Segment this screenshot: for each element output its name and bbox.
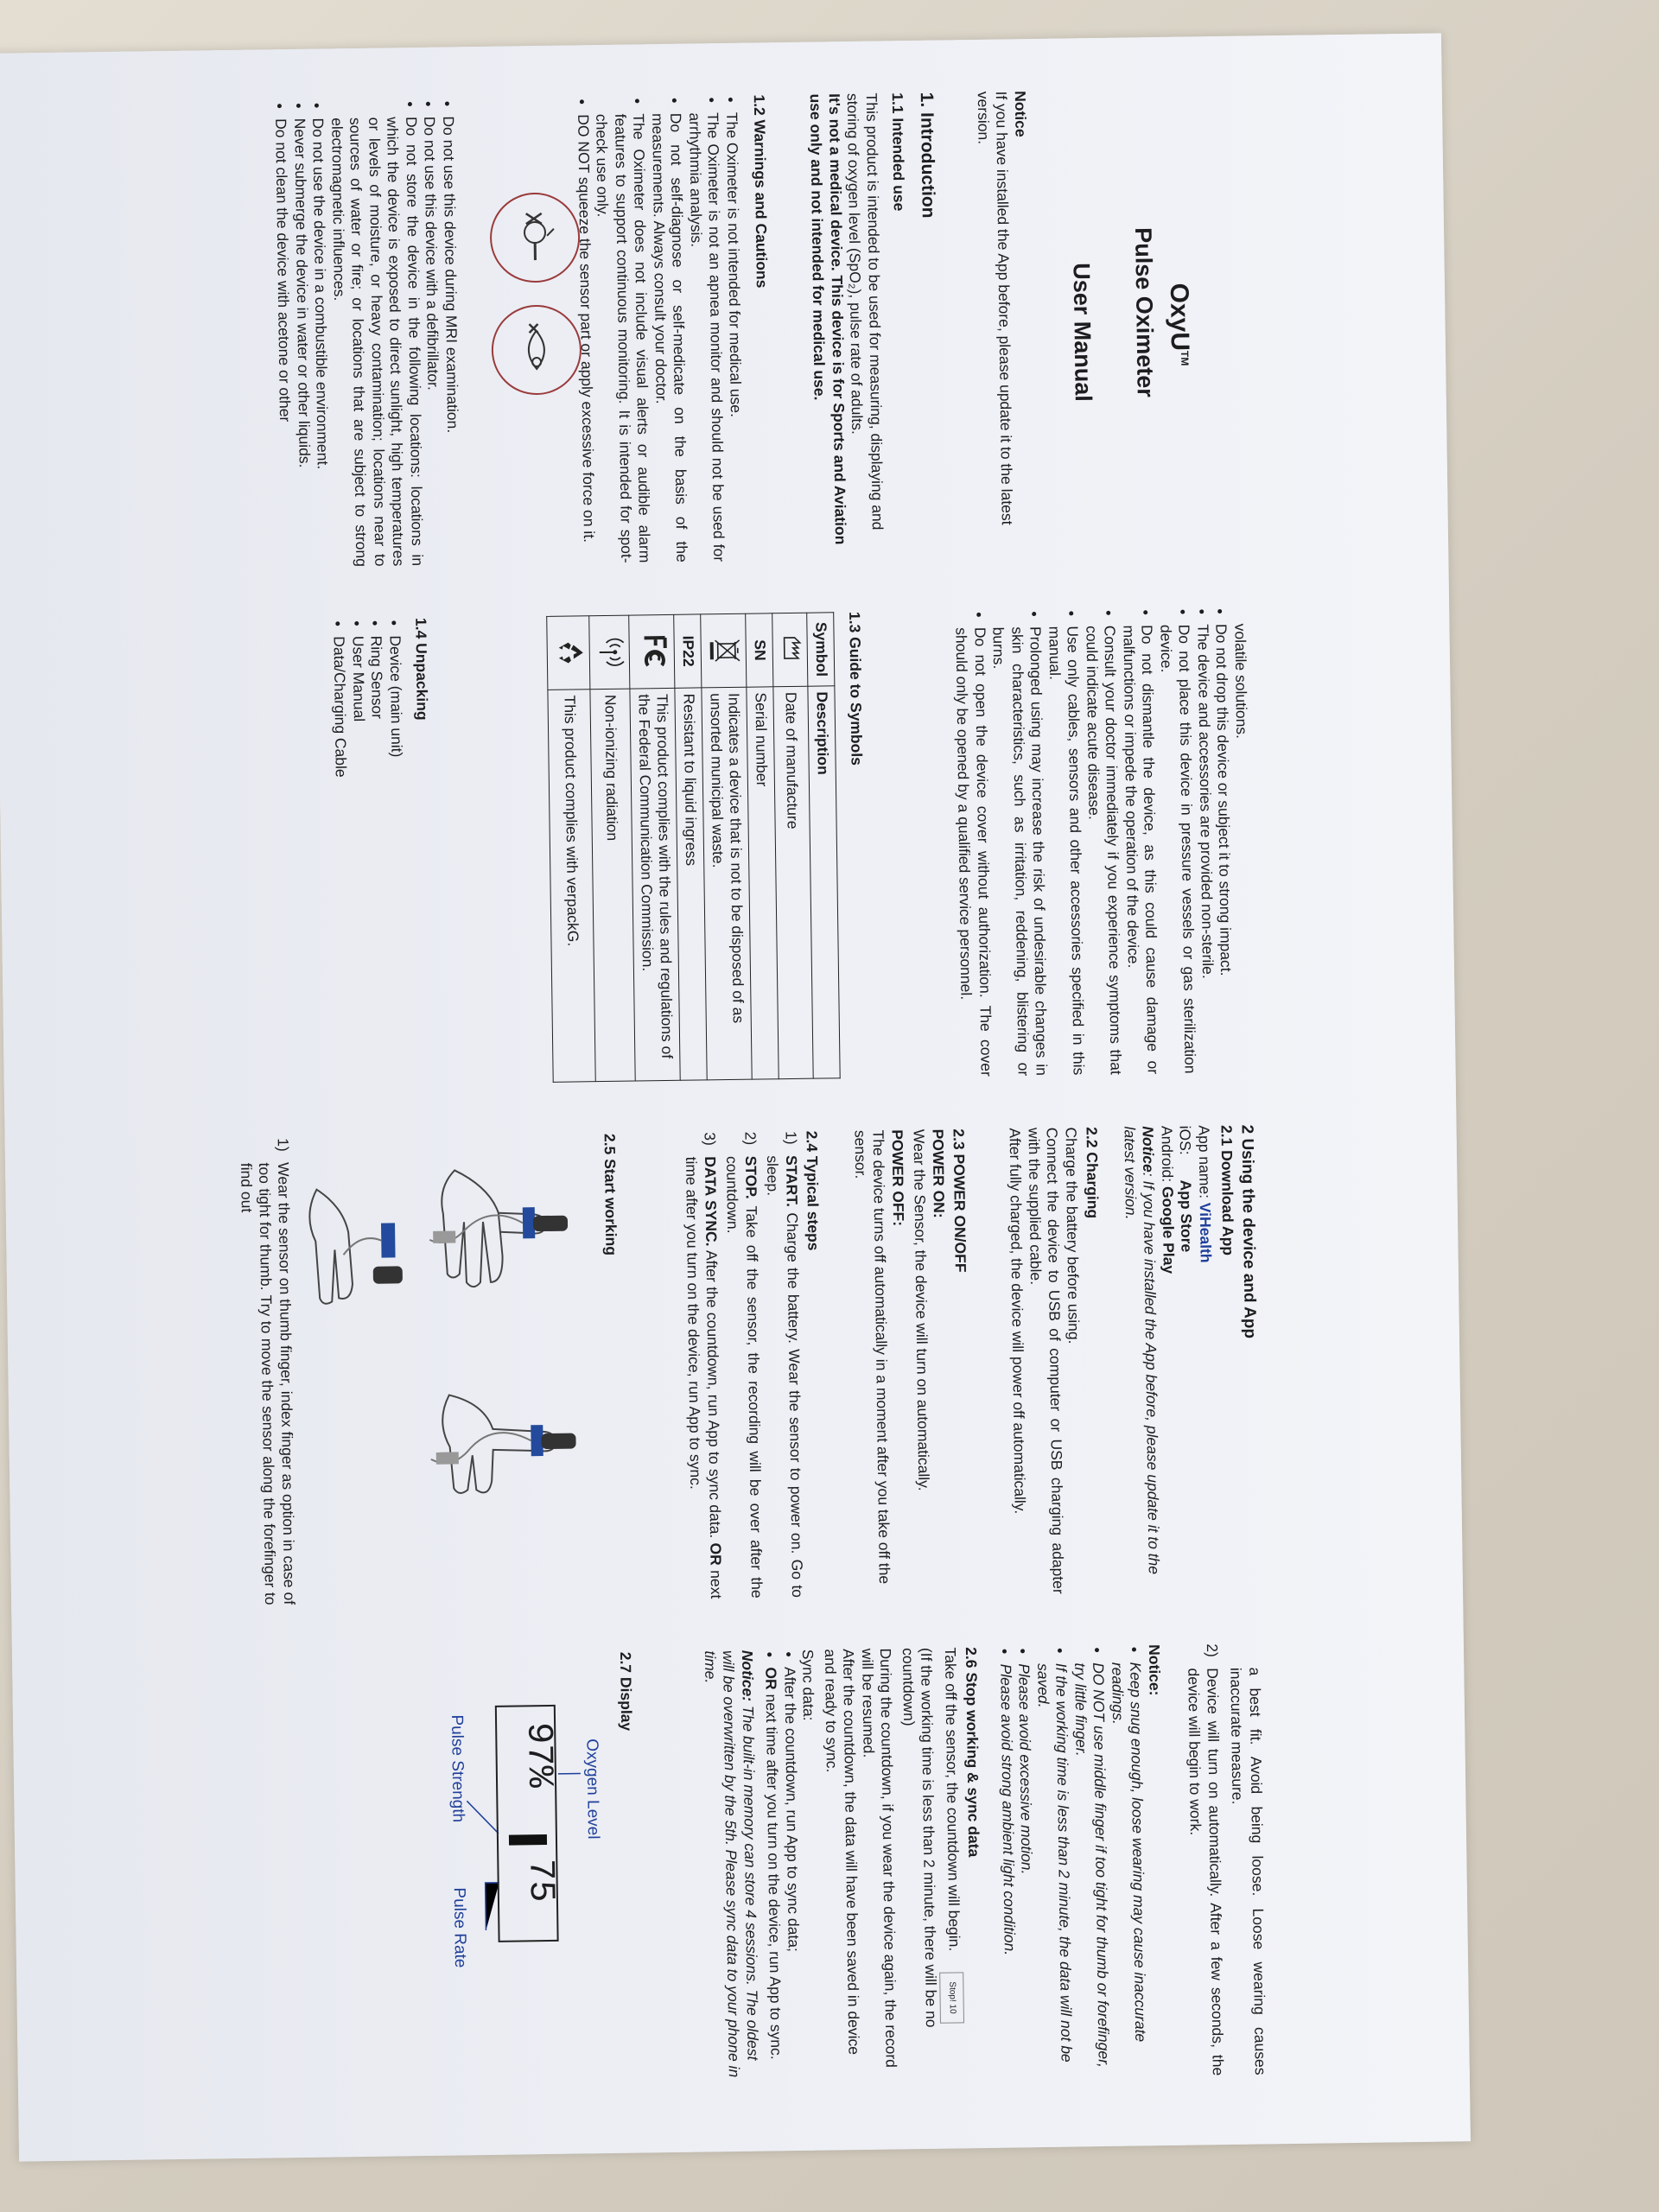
unpacking-item: • Device (main unit) (385, 635, 410, 1084)
oxygen-level-label: Oxygen Level (582, 1738, 602, 1840)
pulse-rate-reading: 75 (519, 1858, 562, 1903)
notice-text: If you have installed the App before, please update it to the latest version. (974, 91, 1017, 525)
step-text: next time after you turn on the device, run App to sync. (683, 1156, 726, 1599)
step-number: 2) (741, 1131, 760, 1146)
warning-item: • Do not place this device in pressure vessels or gas sterilization device. (1156, 624, 1199, 1074)
step-2 (722, 1132, 766, 1599)
step-number: 1) (274, 1138, 292, 1152)
memory-notice-label: Notice: (738, 1649, 757, 1702)
step-keyword: STOP. (741, 1155, 760, 1199)
table-row (701, 613, 753, 1080)
symbol-description: Serial number (747, 687, 779, 1079)
warning-item: • Never submerge the device in water or other liquids. (290, 118, 315, 568)
warning-item: • Do not use the device in a combustible environment. (308, 118, 334, 567)
section-1-2-heading: 1.2 Warnings and Cautions (750, 94, 771, 289)
brand-title: OxyU™ (1164, 283, 1194, 366)
symbol-column-header: Symbol (807, 613, 835, 686)
symbol-code: IP22 (674, 614, 702, 688)
unpacking-item: • User Manual (348, 636, 373, 1085)
step-keyword: DATA SYNC. (701, 1156, 721, 1247)
sync-item: • After the countdown, run App to sync data; (780, 1667, 804, 2082)
date-of-manufacture-icon (772, 613, 809, 687)
charging-text-2: Connect the device to USB of computer or USB charging adapter with the supplied cable. (1025, 1127, 1068, 1594)
warning-item: • Do not self-diagnose or self-medicate on the basis of the measurements. Always consult your doctor. (648, 113, 691, 563)
table-row (629, 614, 681, 1081)
section-2-4-heading: 2.4 Typical steps (803, 1130, 823, 1251)
warning-item: • The device and accessories are provided non-sterile. (1193, 624, 1218, 1073)
warning-item: • The Oximeter is not an apnea monitor and should not be used for arrhythmia analysis. (685, 112, 728, 563)
notice-item: • Keep snug enough, loose wearing may cause inaccurate readings. (1108, 1662, 1151, 2077)
warning-item: • Do not open the device cover without authorization. The cover should only be opened by a qualified service personnel. (951, 627, 995, 1077)
stop-text-4: After the countdown, the data will have been saved in device and ready to sync. (821, 1649, 863, 2056)
squeeze-warning-icons (475, 192, 582, 435)
section-2-7-heading: 2.7 Display (616, 1651, 636, 1732)
symbol-description: Date of manufacture (773, 686, 814, 1079)
column-4 (12, 1640, 1470, 2109)
symbols-table (547, 612, 841, 1083)
sync-or: OR (762, 1667, 781, 1690)
wearing-notice-heading: Notice: (1145, 1644, 1164, 1696)
symbol-description: Indicates a device that is not to be disposed of as unsorted municipal waste. (702, 687, 753, 1080)
notice-item: • Please avoid strong ambient light condition. (996, 1663, 1020, 2078)
intended-use-disclaimer: It's not a medical device. This device is for Sports and Aviation use only and not intended for medical use. (807, 93, 850, 545)
section-2-1-heading: 2.1 Download App (1217, 1124, 1237, 1256)
section-2-2-heading: 2.2 Charging (1083, 1127, 1102, 1219)
section-1-1-heading: 1.1 Intended use (888, 92, 908, 212)
fit-text: a best fit. Avoid being loose. Loose wearing causes inaccurate measure. (1227, 1667, 1269, 2075)
warning-item: • Do not use this device during MRI examination. (439, 116, 464, 565)
section-1-heading: 1. Introduction (916, 92, 938, 219)
warning-item: • Do not clean the device with acetone or other (271, 118, 296, 568)
step-number: 1) (782, 1130, 800, 1145)
warning-continued: volatile solutions. (1231, 623, 1251, 740)
start-step-2 (1184, 1643, 1227, 2076)
warning-item: • Consult your doctor immediately if you experience symptoms that could indicate acute disease. (1082, 626, 1125, 1076)
manual-title: User Manual (1068, 263, 1096, 402)
app-notice (1120, 1126, 1164, 1593)
app-name-label: App name: (1195, 1125, 1214, 1203)
ios-store: App Store (1177, 1179, 1197, 1253)
warning-item: • DO NOT squeeze the sensor part or apply excessive force on it. (574, 114, 599, 563)
column-3 (5, 1122, 1464, 1625)
android-label: Android: (1158, 1125, 1177, 1187)
countdown-screen: Stop! 10 (940, 1972, 964, 2024)
section-2-heading: 2 Using the device and App (1237, 1124, 1259, 1339)
pulse-strength-label: Pulse Strength (447, 1714, 467, 1823)
fit-continued (1184, 1643, 1269, 2075)
start-working-step-1 (236, 1138, 298, 1605)
warning-item: • Use only cables, sensors and other accessories specified in this manual. (1045, 626, 1088, 1076)
display-diagram (271, 1652, 640, 2089)
power-off-label: POWER OFF: (888, 1129, 908, 1227)
charging-text-1: Charge the battery before using. (1062, 1127, 1084, 1344)
spo2-reading: 97% (518, 1721, 561, 1789)
notice-item: • Please avoid excessive motion. (1014, 1663, 1039, 2078)
symbol-description: This product complies with the rules and regulations of the Federal Communication Commission. (630, 688, 680, 1081)
wearing-notice (995, 1644, 1168, 2079)
thumb-sensor-illustration (415, 1151, 586, 1326)
index-finger-sensor-illustration (418, 1367, 589, 1542)
section-2-5-heading: 2.5 Start working (601, 1133, 620, 1256)
stop-text: Take off the sensor, the countdown will begin. (941, 1647, 963, 1952)
fcc-logo-icon (629, 614, 675, 689)
android-store: Google Play (1159, 1185, 1178, 1274)
stop-working-block (700, 1647, 964, 2082)
warning-item: • Do not drop this device or subject it to strong impact. (1211, 624, 1236, 1073)
pulse-rate-label: Pulse Rate (449, 1887, 470, 1968)
step-text: Charge the battery. Wear the sensor to power on. Go to sleep. (764, 1155, 807, 1599)
power-on-label: POWER ON: (929, 1128, 948, 1218)
non-ionizing-radiation-icon (589, 615, 631, 690)
column-1 (0, 85, 1449, 588)
trademark-mark: TM (1178, 350, 1192, 366)
step-keyword: START. (782, 1154, 801, 1208)
app-notice-label: Notice (1140, 1126, 1158, 1173)
description-column-header: Description (808, 686, 840, 1078)
warning-item: • Do not use this device with a defibrillator. (420, 117, 445, 566)
warning-item: • Prolonged using may increase the risk of undesirable changes in skin characteristics, such as irritation, reddening, blistering or burns. (988, 626, 1051, 1077)
charging-block (1006, 1127, 1087, 1594)
symbol-description: Non-ionizing radiation (590, 689, 636, 1082)
unpacking-list (329, 618, 410, 1085)
step-text: Wear the sensor on thumb finger, index finger as option in case of too tight for thumb. Try to move the sensor along the forefinger to find out (238, 1162, 299, 1605)
intended-use-text: This product is intended to be used for measuring, displaying and storing of oxygen level (SpO₂), pulse rate of adults. (844, 92, 887, 531)
step-number: 3) (701, 1132, 719, 1147)
warnings-list-2 (271, 99, 464, 568)
sync-label: Sync data: (799, 1649, 818, 1721)
step-3 (682, 1132, 726, 1599)
warnings-list-1 (573, 95, 747, 564)
memory-notice-text: The built-in memory can store 4 sessions. The oldest will be overwritten by the 5th. Please sync data to your phone in time. (701, 1649, 762, 2078)
oximeter-display-screen (495, 1705, 562, 1942)
intended-use-block (806, 92, 887, 560)
step-text: Take off the sensor, the recording will be over after the countdown. (723, 1155, 766, 1599)
notice-item: • DO NOT use middle finger if too tight for thumb or forefinger, try little finger. (1071, 1662, 1114, 2078)
notice-block (973, 91, 1035, 558)
unpacking-item: • Ring Sensor (367, 636, 392, 1085)
section-2-3-heading: 2.3 POWER ON/OFF (950, 1128, 969, 1273)
section-1-4-heading: 1.4 Unpacking (412, 617, 431, 721)
section-2-6-heading: 2.6 Stop working & sync data (962, 1647, 983, 1858)
no-squeeze-icon (489, 192, 580, 283)
app-notice-text: : If you have installed the App before, please update it to the latest version. (1121, 1126, 1164, 1575)
memory-notice (700, 1650, 761, 2083)
no-force-icon (491, 304, 582, 395)
warnings-list-3 (951, 607, 1255, 1077)
table-row (772, 613, 814, 1079)
notice-item: • If the working time is less than 2 minute, the data will not be saved. (1033, 1663, 1077, 2079)
product-title: Pulse Oximeter (1129, 227, 1159, 398)
weee-crossed-bin-icon (701, 613, 747, 688)
step-keyword: OR (707, 1542, 725, 1566)
unpacking-item: • Data/Charging Cable (330, 636, 355, 1085)
warning-item: • Do not store the device in the following locations: locations in which the device is exposed to direct sunlight, high temperatures or levels of moisture, or heavy contamination; locations near to sources of water or fire; or locations that are subject to strong electromagnetic influences. (327, 117, 427, 567)
manual-sheet (0, 33, 1471, 2161)
symbol-description: Resistant to liquid ingress (675, 688, 707, 1080)
download-app-block (1120, 1125, 1219, 1592)
recycle-icon (547, 616, 590, 690)
column-2 (0, 603, 1456, 1107)
typical-steps (682, 1131, 807, 1599)
warning-item: • Do not dismantle the device, as this could cause damage or malfunctions or impede the operation of the device. (1119, 625, 1162, 1075)
symbol-code: SN (746, 613, 773, 687)
start-step (236, 1138, 298, 1605)
power-off-text: The device turns off automatically in a moment after you take off the sensor. (851, 1129, 894, 1585)
pulse-strength-bar (509, 1834, 547, 1846)
step-text: Device will turn on automatically. After a few seconds, the device will begin to work. (1185, 1668, 1227, 2076)
section-1-3-heading: 1.3 Guide to Symbols (846, 611, 866, 766)
warning-item: • The Oximeter is not intended for medical use. (722, 112, 747, 562)
step-text: After the countdown, run App to sync data. (702, 1246, 725, 1543)
warning-item: • The Oximeter does not include visual alerts or audible alarm features to support continuous monitoring. It is intended for spot-check use only. (592, 113, 654, 563)
app-name: ViHealth (1196, 1202, 1215, 1263)
sync-text: next time after you turn on the device, run App to sync. (763, 1689, 786, 2060)
power-on-text: Wear the Sensor, the device will turn on automatically. (911, 1128, 933, 1491)
notice-heading: Notice (1011, 91, 1030, 137)
power-block (850, 1129, 953, 1598)
step-1 (763, 1131, 807, 1599)
stop-text-3: During the countdown, if you wear the device again, the record will be resumed. (858, 1648, 901, 2069)
step-number: 2) (1203, 1643, 1222, 1657)
ios-label: iOS: (1177, 1125, 1195, 1155)
symbol-description: This product complies with verpackG. (548, 690, 595, 1083)
charging-text-3: After fully charged, the device will power off automatically. (1007, 1128, 1030, 1515)
table-row (589, 615, 636, 1082)
stop-text-2: (If the working time is less than 2 minute, there will be no countdown) (899, 1647, 941, 2028)
table-row (547, 616, 595, 1083)
sensor-adjust-illustration (286, 1171, 423, 1345)
